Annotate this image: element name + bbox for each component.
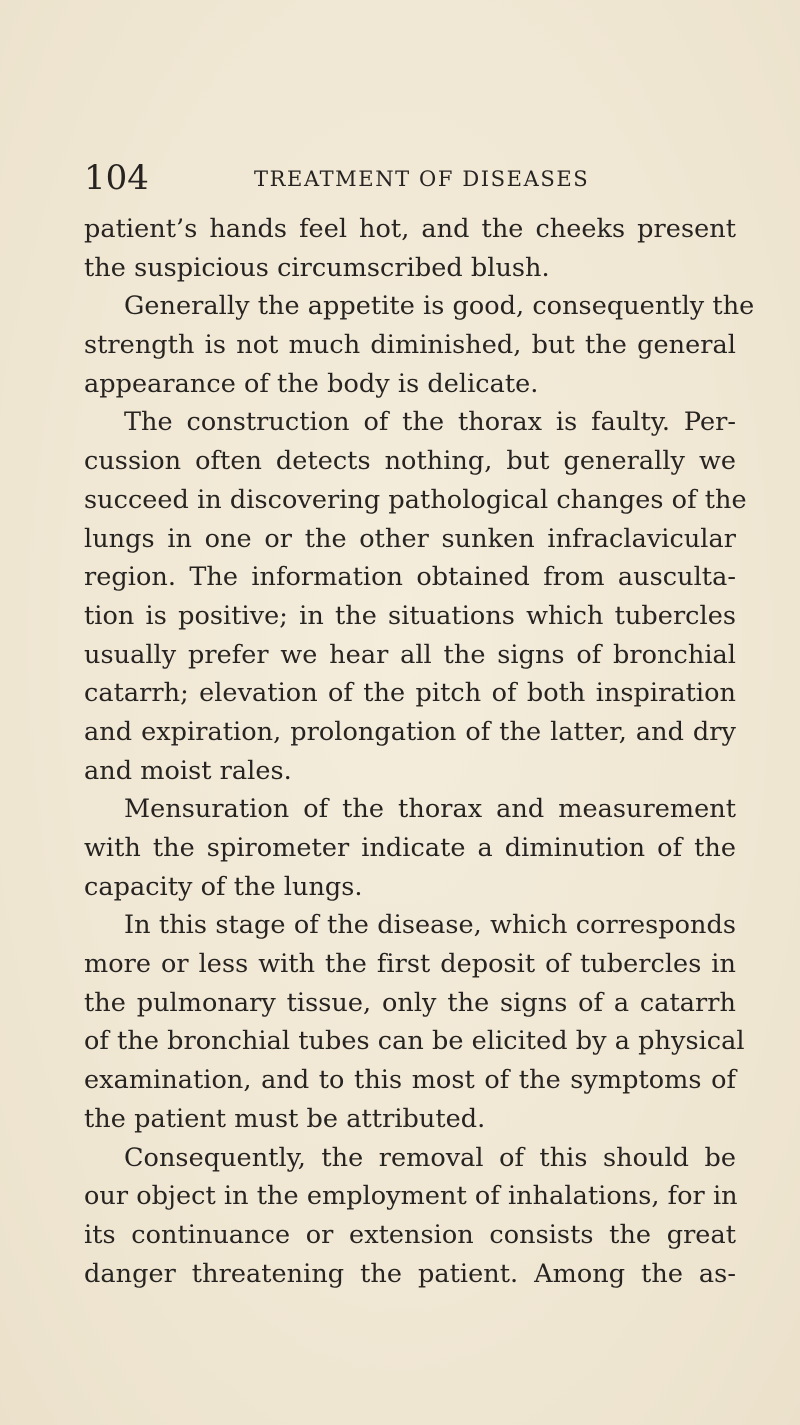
text-line: capacity of the lungs. [84, 871, 363, 902]
text-line: and moist rales. [84, 755, 292, 786]
text-line: strength is not much diminished, but the general [84, 330, 736, 361]
text-line: catarrh; elevation of the pitch of both inspiration [84, 678, 736, 709]
text-line: usually prefer we hear all the signs of bronchial [84, 639, 736, 670]
body-text [84, 210, 755, 1293]
text-line: of the bronchial tubes can be elicited by a physical [84, 1026, 745, 1057]
text-line: our object in the employment of inhalations, for in [84, 1181, 738, 1212]
text-line: with the spirometer indicate a diminution of the [84, 833, 736, 863]
running-head: TREATMENT OF DISEASES [254, 167, 590, 191]
text-line: Mensuration of the thorax and measurement [124, 794, 736, 825]
text-line: succeed in discovering pathological changes of the [84, 484, 747, 515]
text-line: and expiration, prolongation of the latter, and dry [84, 716, 736, 747]
text-line: cussion often detects nothing, but generally we [84, 446, 736, 477]
text-line: patient’s hands feel hot, and the cheeks present [84, 214, 736, 244]
text-line: examination, and to this most of the symptoms of [84, 1065, 736, 1096]
text-line: more or less with the first deposit of tubercles in [84, 949, 736, 980]
text-line: Generally the appetite is good, consequently the [124, 291, 755, 322]
text-line: lungs in one or the other sunken infraclavicular [84, 523, 736, 554]
text-line: region. The information obtained from ausculta- [84, 562, 736, 593]
text-line: appearance of the body is delicate. [84, 368, 539, 399]
text-line: Consequently, the removal of this should be [124, 1142, 736, 1173]
text-line: In this stage of the disease, which corresponds [124, 910, 736, 941]
page-number: 104 [84, 158, 149, 198]
text-line: the pulmonary tissue, only the signs of a catarrh [84, 987, 736, 1018]
text-line: its continuance or extension consists the great [84, 1219, 736, 1250]
text-line: tion is positive; in the situations which tubercles [84, 600, 736, 631]
text-line: the suspicious circumscribed blush. [84, 252, 550, 283]
text-line: danger threatening the patient. Among the as- [84, 1258, 736, 1289]
page-header [84, 158, 744, 198]
text-line: The construction of the thorax is faulty. Per- [124, 407, 736, 438]
text-line: the patient must be attributed. [84, 1103, 486, 1134]
